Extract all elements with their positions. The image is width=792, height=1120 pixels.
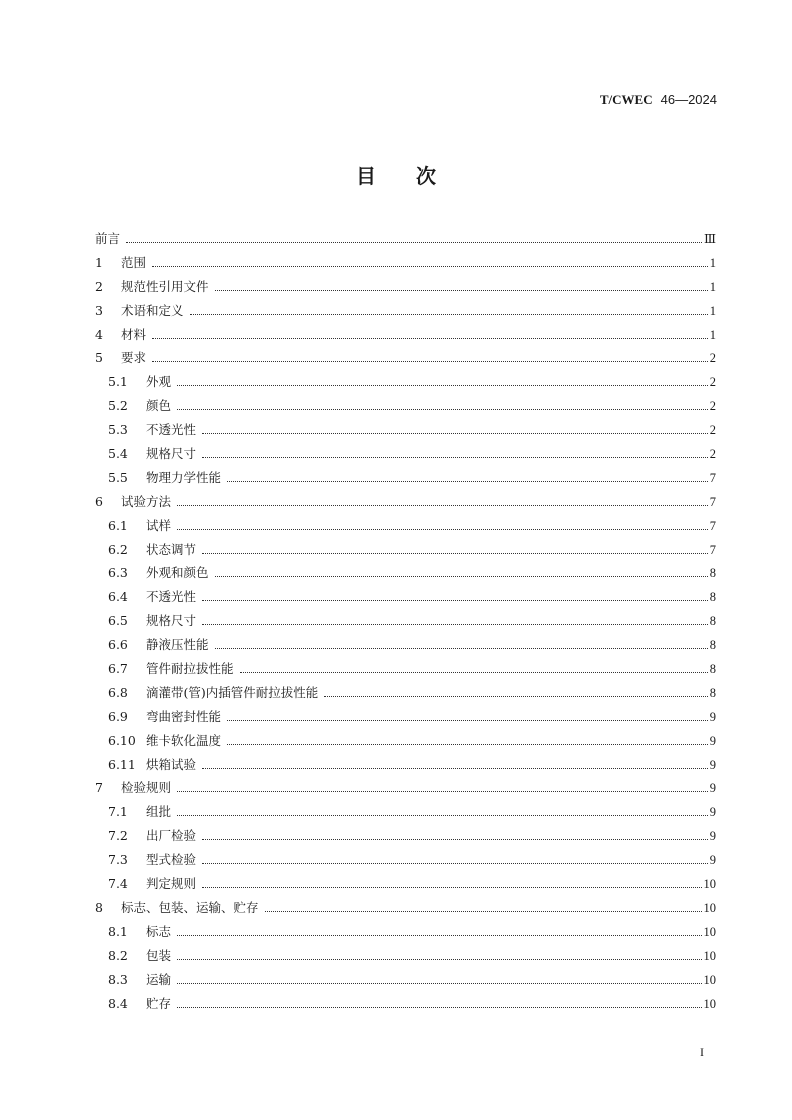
toc-entry-label: 弯曲密封性能 xyxy=(146,708,222,724)
toc-leader-dots xyxy=(152,266,708,267)
toc-entry-number: 4 xyxy=(95,326,103,342)
toc-entry-label: 运输 xyxy=(146,971,172,987)
toc-leader-dots xyxy=(202,887,701,888)
toc-entry[interactable] xyxy=(95,826,716,850)
toc-entry-number: 6.5 xyxy=(108,613,128,629)
standard-number: 46—2024 xyxy=(660,92,717,107)
toc-leader-dots xyxy=(202,457,708,458)
toc-entry-label: 烘箱试验 xyxy=(146,756,197,772)
toc-entry[interactable] xyxy=(95,898,716,922)
toc-entry-label: 材料 xyxy=(121,326,147,342)
toc-entry[interactable] xyxy=(95,516,716,540)
toc-entry-number: 5.4 xyxy=(108,446,128,462)
toc-entry-label: 物理力学性能 xyxy=(146,469,222,485)
toc-leader-dots xyxy=(177,529,708,530)
toc-entry[interactable] xyxy=(95,659,716,683)
toc-entry-page: 8 xyxy=(709,566,716,581)
toc-entry[interactable] xyxy=(95,253,716,277)
toc-entry-number: 6.9 xyxy=(108,708,128,724)
toc-entry-number: 7.2 xyxy=(108,828,128,844)
toc-entry-number: 6.1 xyxy=(108,517,128,533)
toc-entry-page: 7 xyxy=(709,494,716,509)
toc-entry-number: 1 xyxy=(95,254,103,270)
toc-entry[interactable] xyxy=(95,301,716,325)
toc-entry-label: 组批 xyxy=(146,804,172,820)
toc-entry-page: 7 xyxy=(709,518,716,533)
toc-entry-page: 9 xyxy=(709,709,716,724)
toc-entry-number: 8.4 xyxy=(108,995,128,1011)
toc-entry[interactable] xyxy=(95,348,716,372)
toc-entry[interactable] xyxy=(95,229,716,253)
toc-entry[interactable] xyxy=(95,492,716,516)
toc-leader-dots xyxy=(152,338,708,339)
toc-entry-page: Ⅲ xyxy=(703,232,716,246)
toc-entry-number: 8.2 xyxy=(108,947,128,963)
toc-entry-number: 5 xyxy=(95,350,103,366)
toc-entry-page: 9 xyxy=(709,853,716,868)
toc-entry-number: 8.1 xyxy=(108,923,128,939)
toc-entry-page: 8 xyxy=(709,590,716,605)
toc-entry-number: 7.3 xyxy=(108,852,128,868)
toc-entry-number: 5.2 xyxy=(108,398,128,414)
toc-entry-label: 外观 xyxy=(146,374,172,390)
toc-entry-label: 管件耐拉拔性能 xyxy=(146,661,234,677)
toc-leader-dots xyxy=(215,290,708,291)
toc-entry-page: 10 xyxy=(703,972,716,987)
toc-entry-number: 6.10 xyxy=(108,732,136,748)
toc-entry-page: 10 xyxy=(703,900,716,915)
toc-leader-dots xyxy=(126,242,702,243)
toc-entry[interactable] xyxy=(95,611,716,635)
toc-entry-page: 8 xyxy=(709,685,716,700)
document-header xyxy=(600,92,717,108)
toc-leader-dots xyxy=(190,314,708,315)
toc-entry-label: 前言 xyxy=(95,231,121,246)
toc-entry[interactable] xyxy=(95,396,716,420)
toc-entry-page: 10 xyxy=(703,924,716,939)
toc-entry-label: 贮存 xyxy=(146,995,172,1011)
toc-entry-label: 外观和颜色 xyxy=(146,565,209,581)
toc-entry-number: 6.4 xyxy=(108,589,128,605)
toc-entry[interactable] xyxy=(95,707,716,731)
toc-entry-page: 8 xyxy=(709,638,716,653)
standard-code: T/CWEC xyxy=(599,92,653,107)
toc-leader-dots xyxy=(202,839,708,840)
toc-leader-dots xyxy=(177,385,708,386)
toc-entry-page: 2 xyxy=(709,423,716,438)
toc-entry-number: 8.3 xyxy=(108,971,128,987)
toc-entry-label: 静液压性能 xyxy=(146,637,209,653)
toc-entry-page: 7 xyxy=(709,542,716,557)
toc-entry-label: 颜色 xyxy=(146,398,172,414)
toc-entry[interactable] xyxy=(95,563,716,587)
toc-leader-dots xyxy=(324,696,707,697)
toc-entry-label: 判定规则 xyxy=(146,876,197,892)
toc-leader-dots xyxy=(177,959,701,960)
toc-entry-number: 7 xyxy=(95,780,103,796)
toc-entry-label: 规格尺寸 xyxy=(146,613,197,629)
toc-entry-label: 试验方法 xyxy=(121,493,172,509)
toc-entry-page: 10 xyxy=(703,877,716,892)
toc-entry-number: 6.8 xyxy=(108,684,128,700)
toc-entry-page: 1 xyxy=(709,327,716,342)
toc-entry-page: 9 xyxy=(709,829,716,844)
toc-leader-dots xyxy=(240,672,708,673)
toc-leader-dots xyxy=(177,935,701,936)
toc-entry-label: 出厂检验 xyxy=(146,828,197,844)
toc-entry-page: 7 xyxy=(709,470,716,485)
toc-entry-page: 9 xyxy=(709,781,716,796)
toc-leader-dots xyxy=(152,361,708,362)
toc-entry[interactable] xyxy=(95,994,716,1018)
table-of-contents xyxy=(95,229,716,1017)
toc-entry-label: 状态调节 xyxy=(146,541,197,557)
toc-entry[interactable] xyxy=(95,731,716,755)
toc-entry-page: 1 xyxy=(709,279,716,294)
toc-leader-dots xyxy=(215,576,708,577)
toc-entry-label: 不透光性 xyxy=(146,589,197,605)
toc-entry-page: 10 xyxy=(703,948,716,963)
toc-entry[interactable] xyxy=(95,420,716,444)
toc-entry-page: 2 xyxy=(709,399,716,414)
page-title xyxy=(0,160,792,189)
toc-leader-dots xyxy=(227,744,708,745)
toc-entry-label: 术语和定义 xyxy=(121,302,184,318)
toc-entry-number: 5.5 xyxy=(108,469,128,485)
toc-leader-dots xyxy=(177,505,708,506)
toc-entry-page: 1 xyxy=(709,255,716,270)
toc-entry-label: 型式检验 xyxy=(146,852,197,868)
toc-entry-label: 包装 xyxy=(146,947,172,963)
toc-entry-page: 8 xyxy=(709,662,716,677)
toc-leader-dots xyxy=(177,791,708,792)
toc-entry-number: 6.2 xyxy=(108,541,128,557)
toc-entry[interactable] xyxy=(95,325,716,349)
toc-entry-number: 7.1 xyxy=(108,804,128,820)
toc-entry-page: 1 xyxy=(709,303,716,318)
toc-entry-label: 标志、包装、运输、贮存 xyxy=(121,899,259,915)
toc-entry-number: 8 xyxy=(95,899,103,915)
toc-entry-page: 2 xyxy=(709,375,716,390)
toc-entry-page: 2 xyxy=(709,447,716,462)
toc-entry-label: 标志 xyxy=(146,923,172,939)
toc-entry-page: 9 xyxy=(709,757,716,772)
toc-leader-dots xyxy=(202,600,708,601)
toc-entry-page: 9 xyxy=(709,805,716,820)
toc-entry[interactable] xyxy=(95,970,716,994)
toc-entry[interactable] xyxy=(95,372,716,396)
toc-entry[interactable] xyxy=(95,683,716,707)
toc-leader-dots xyxy=(177,815,708,816)
toc-entry-number: 6.3 xyxy=(108,565,128,581)
toc-leader-dots xyxy=(177,983,701,984)
toc-entry[interactable] xyxy=(95,540,716,564)
toc-entry-number: 6.11 xyxy=(108,756,136,772)
toc-entry[interactable] xyxy=(95,778,716,802)
toc-entry-label: 试样 xyxy=(146,517,172,533)
toc-leader-dots xyxy=(265,911,702,912)
toc-entry-page: 2 xyxy=(709,351,716,366)
toc-leader-dots xyxy=(202,624,708,625)
toc-entry-label: 不透光性 xyxy=(146,422,197,438)
toc-entry-number: 3 xyxy=(95,302,103,318)
toc-entry-number: 6.6 xyxy=(108,637,128,653)
toc-entry[interactable] xyxy=(95,802,716,826)
toc-entry[interactable] xyxy=(95,946,716,970)
toc-entry-number: 5.3 xyxy=(108,422,128,438)
toc-leader-dots xyxy=(202,433,708,434)
toc-entry[interactable] xyxy=(95,850,716,874)
toc-entry-label: 规范性引用文件 xyxy=(121,278,209,294)
toc-leader-dots xyxy=(227,481,708,482)
title-char-2: 次 xyxy=(416,164,436,188)
toc-entry-page: 9 xyxy=(709,733,716,748)
toc-entry[interactable] xyxy=(95,468,716,492)
toc-entry-label: 维卡软化温度 xyxy=(146,732,222,748)
toc-entry[interactable] xyxy=(95,277,716,301)
toc-leader-dots xyxy=(215,648,708,649)
toc-entry-page: 10 xyxy=(703,996,716,1011)
toc-entry-label: 范围 xyxy=(121,254,147,270)
toc-entry[interactable] xyxy=(95,755,716,779)
toc-leader-dots xyxy=(227,720,708,721)
toc-entry[interactable] xyxy=(95,444,716,468)
toc-entry[interactable] xyxy=(95,635,716,659)
toc-entry-label: 滴灌带(管)内插管件耐拉拔性能 xyxy=(146,684,319,700)
toc-leader-dots xyxy=(177,1007,701,1008)
toc-entry-number: 6.7 xyxy=(108,661,128,677)
toc-entry[interactable] xyxy=(95,587,716,611)
toc-entry-label: 要求 xyxy=(121,350,147,366)
toc-entry-label: 规格尺寸 xyxy=(146,446,197,462)
toc-entry-number: 7.4 xyxy=(108,876,128,892)
toc-leader-dots xyxy=(177,409,708,410)
toc-entry[interactable] xyxy=(95,874,716,898)
toc-entry-label: 检验规则 xyxy=(121,780,172,796)
toc-leader-dots xyxy=(202,863,708,864)
toc-leader-dots xyxy=(202,553,708,554)
title-char-1: 目 xyxy=(356,164,376,188)
toc-entry-number: 6 xyxy=(95,493,103,509)
toc-entry[interactable] xyxy=(95,922,716,946)
page-number: I xyxy=(700,1045,704,1059)
toc-entry-page: 8 xyxy=(709,614,716,629)
toc-entry-number: 5.1 xyxy=(108,374,128,390)
toc-entry-number: 2 xyxy=(95,278,103,294)
toc-leader-dots xyxy=(202,768,708,769)
